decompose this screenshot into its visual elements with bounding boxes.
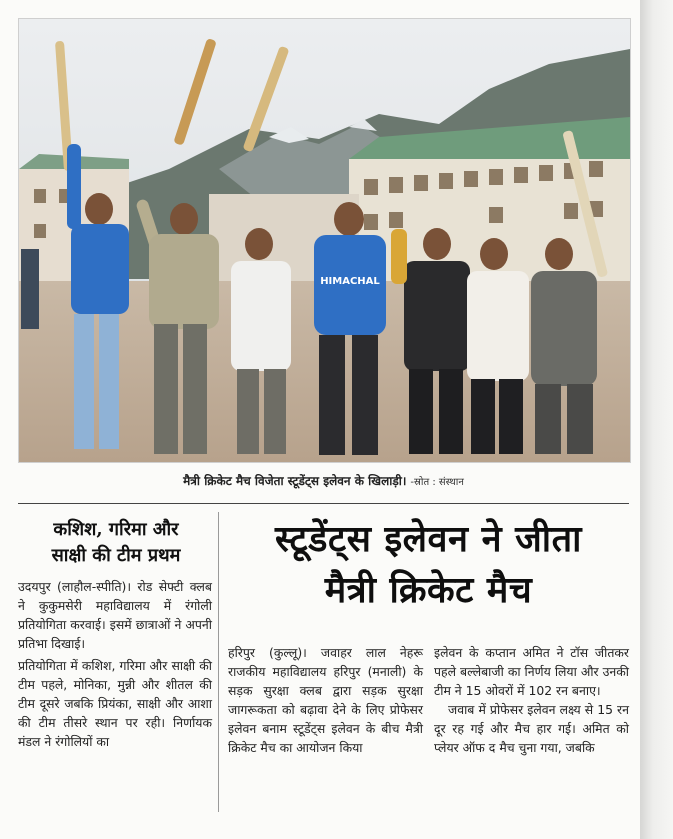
rangoli-article-body — [18, 577, 212, 754]
section-divider — [18, 503, 629, 504]
headline-line-2: साक्षी की टीम प्रथम — [51, 545, 181, 566]
team-photo — [18, 18, 631, 463]
jersey-text: HIMACHAL — [320, 276, 380, 287]
paragraph: जवाब में प्रोफेसर इलेवन लक्ष्य से 15 रन दूर रह गई और मैच हार गई। अमित को प्लेयर ऑफ द मैच चुना गया, जबकि — [434, 702, 629, 755]
paragraph: हरिपुर (कुल्लू)। जवाहर लाल नेहरू राजकीय महाविद्यालय हरिपुर (मनाली) के सड़क सुरक्षा क्लब द्वारा सड़क सुरक्षा जागरूकता को बढ़ावा देने के लिए प्रोफेसर इलेवन बनाम स्टूडेंट्स इलेवन के बीच मैत्री क्रिकेट मैच का आयोजन किया — [228, 645, 423, 755]
paragraph: उदयपुर (लाहौल-स्पीति)। रोड सेफ्टी क्लब ने कुकुमसेरी महाविद्यालय में रंगोली प्रतियोगिता करवाई। इसमें छात्राओं ने अपनी प्रतिभा दिखाई। — [18, 579, 212, 651]
caption-source: -स्रोत : संस्थान — [410, 477, 464, 488]
paragraph: इलेवन के कप्तान अमित ने टॉस जीतकर पहले बल्लेबाजी का निर्णय लिया और उनकी टीम ने 15 ओवरों में 102 रन बनाए। — [434, 645, 629, 698]
headline-line-1: कशिश, गरिमा और — [53, 519, 179, 540]
caption-text: मैत्री क्रिकेट मैच विजेता स्टूडेंट्स इलेवन के खिलाड़ी। — [183, 474, 407, 488]
photo-caption — [18, 472, 629, 489]
cricket-article-headline — [228, 514, 629, 616]
article-column-2 — [434, 643, 629, 757]
page-edge — [640, 0, 673, 839]
headline-line-2: मैत्री क्रिकेट मैच — [324, 570, 533, 611]
headline-line-1: स्टूडेंट्स इलेवन ने जीता — [275, 519, 582, 560]
article-column-1 — [228, 643, 423, 757]
paragraph: प्रतियोगिता में कशिश, गरिमा और साक्षी की टीम पहले, मोनिका, मुन्नी और शीतल की टीम दूसरे जबकि प्रियंका, साक्षी और आशा की टीम तीसरे स्थान पर रही। निर्णायक मंडल ने रंगोलियों का — [18, 658, 212, 749]
column-divider — [218, 512, 219, 812]
rangoli-article-headline — [22, 517, 210, 569]
